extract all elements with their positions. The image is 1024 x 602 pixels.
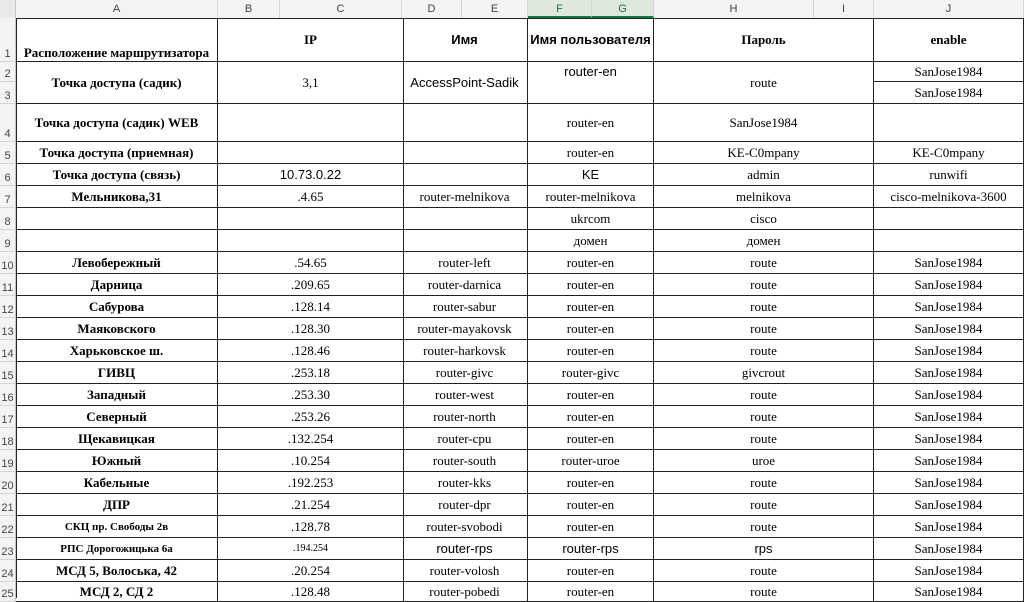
row-header[interactable]: 19 xyxy=(0,450,16,472)
cell-pass[interactable]: route xyxy=(654,296,874,318)
cell-name[interactable]: router-svobodi xyxy=(402,516,528,538)
cell-user[interactable]: router-en xyxy=(528,560,654,582)
column-header-i[interactable]: I xyxy=(814,0,874,18)
table-row xyxy=(16,18,1024,62)
cell-user[interactable]: router-en xyxy=(528,142,654,164)
cell-loc[interactable]: Харьковское ш. xyxy=(16,340,218,362)
cell-loc[interactable]: Северный xyxy=(16,406,218,428)
cell-pass[interactable]: route xyxy=(654,406,874,428)
cell-loc[interactable]: Западный xyxy=(16,384,218,406)
cell-loc[interactable]: Точка доступа (садик) WEB xyxy=(16,104,218,142)
row-header[interactable]: 25 xyxy=(0,582,16,602)
cell-pass[interactable]: route xyxy=(654,582,874,602)
cell-user[interactable]: router-rps xyxy=(528,538,654,560)
cell-user[interactable]: router-en xyxy=(528,296,654,318)
cell-loc[interactable]: Сабурова xyxy=(16,296,218,318)
cell-user[interactable]: router-en xyxy=(528,582,654,602)
cell-loc[interactable]: ДПР xyxy=(16,494,218,516)
cell-ip[interactable]: .192.253 xyxy=(218,472,404,494)
cell-name[interactable] xyxy=(402,230,528,252)
cell-user[interactable]: router-givc xyxy=(528,362,654,384)
row-header[interactable]: 16 xyxy=(0,384,16,406)
cell-ip[interactable] xyxy=(218,208,404,230)
cell-name[interactable]: router-rps xyxy=(402,538,528,560)
cell-pass[interactable]: route xyxy=(654,340,874,362)
row-header[interactable]: 23 xyxy=(0,538,16,560)
table-row xyxy=(16,104,1024,142)
cell-name[interactable]: router-darnica xyxy=(402,274,528,296)
cell-name[interactable] xyxy=(402,104,528,142)
cell-enable[interactable]: SanJose1984 xyxy=(874,384,1024,406)
cell-loc[interactable]: Точка доступа (садик) xyxy=(16,62,218,104)
table-row xyxy=(16,274,1024,296)
table-row xyxy=(16,142,1024,164)
cell-enable[interactable]: SanJose1984 xyxy=(874,494,1024,516)
cell-name[interactable]: AccessPoint-Sadik xyxy=(402,62,528,104)
table-row xyxy=(16,516,1024,538)
table-row xyxy=(16,384,1024,406)
cell-loc[interactable]: Точка доступа (связь) xyxy=(16,164,218,186)
cell-enable[interactable]: SanJose1984 xyxy=(874,82,1024,104)
table-row xyxy=(16,538,1024,560)
row-header[interactable]: 5 xyxy=(0,142,16,164)
cell-pass[interactable]: route xyxy=(654,318,874,340)
cell-user[interactable]: KE xyxy=(528,164,654,186)
cell-enable[interactable] xyxy=(874,208,1024,230)
cell-ip[interactable]: .194.254 xyxy=(218,538,404,560)
cell-ip[interactable]: .128.48 xyxy=(218,582,404,602)
row-header[interactable]: 18 xyxy=(0,428,16,450)
cell-name[interactable]: router-kks xyxy=(402,472,528,494)
cell-user[interactable]: Имя пользователя xyxy=(528,18,654,62)
cell-pass[interactable]: route xyxy=(654,428,874,450)
cell-enable[interactable] xyxy=(874,104,1024,142)
cell-loc[interactable]: Точка доступа (приемная) xyxy=(16,142,218,164)
cell-pass[interactable]: melnikova xyxy=(654,186,874,208)
cell-ip[interactable]: .128.14 xyxy=(218,296,404,318)
table-row xyxy=(16,450,1024,472)
cell-loc[interactable]: Щекавицкая xyxy=(16,428,218,450)
cell-loc[interactable]: СКЦ пр. Свободы 2в xyxy=(16,516,218,538)
row-header[interactable]: 14 xyxy=(0,340,16,362)
cell-ip[interactable] xyxy=(218,104,404,142)
cell-user[interactable]: router-en xyxy=(528,340,654,362)
cell-pass[interactable]: route xyxy=(654,494,874,516)
cell-user[interactable]: router-melnikova xyxy=(528,186,654,208)
table-row xyxy=(16,230,1024,252)
cell-user[interactable]: router-en xyxy=(528,104,654,142)
cell-pass[interactable]: route xyxy=(654,472,874,494)
cell-ip[interactable]: .253.30 xyxy=(218,384,404,406)
cell-name[interactable]: router-givc xyxy=(402,362,528,384)
row-header[interactable]: 13 xyxy=(0,318,16,340)
cell-user[interactable]: ukrcom xyxy=(528,208,654,230)
column-header-j[interactable]: J xyxy=(874,0,1024,18)
table-row xyxy=(16,362,1024,384)
cell-enable[interactable]: SanJose1984 xyxy=(874,472,1024,494)
cell-user[interactable]: router-en xyxy=(528,274,654,296)
column-header-b[interactable]: B xyxy=(218,0,280,18)
cell-pass[interactable]: Пароль xyxy=(654,18,874,62)
cell-enable[interactable]: SanJose1984 xyxy=(874,450,1024,472)
cell-loc[interactable]: Расположение маршрутизатора xyxy=(16,18,218,62)
cell-pass[interactable]: route xyxy=(654,384,874,406)
cell-name[interactable]: router-west xyxy=(402,384,528,406)
row-header[interactable]: 20 xyxy=(0,472,16,494)
cell-user[interactable]: router-en xyxy=(528,428,654,450)
cell-pass[interactable]: uroe xyxy=(654,450,874,472)
cell-loc[interactable]: Кабельные xyxy=(16,472,218,494)
cell-pass[interactable]: SanJose1984 xyxy=(654,104,874,142)
cell-name[interactable]: router-south xyxy=(402,450,528,472)
cell-ip[interactable]: 10.73.0.22 xyxy=(218,164,404,186)
table-row xyxy=(16,164,1024,186)
cell-pass[interactable]: route xyxy=(654,560,874,582)
column-header-f[interactable]: F xyxy=(528,0,592,18)
cell-name[interactable]: router-north xyxy=(402,406,528,428)
cell-enable[interactable]: SanJose1984 xyxy=(874,406,1024,428)
cell-user[interactable]: router-en xyxy=(528,472,654,494)
grid-border-top xyxy=(16,18,1024,19)
cell-enable[interactable]: SanJose1984 xyxy=(874,62,1024,82)
cell-loc[interactable]: Левобережный xyxy=(16,252,218,274)
row-header[interactable]: 10 xyxy=(0,252,16,274)
cell-pass[interactable]: rps xyxy=(654,538,874,560)
cell-user[interactable]: router-en xyxy=(528,318,654,340)
cell-enable[interactable]: cisco-melnikova-3600 xyxy=(874,186,1024,208)
cell-enable[interactable]: SanJose1984 xyxy=(874,340,1024,362)
cell-pass[interactable]: givcrout xyxy=(654,362,874,384)
cell-pass[interactable]: admin xyxy=(654,164,874,186)
cell-user[interactable]: router-en xyxy=(528,384,654,406)
cell-user[interactable]: router-en xyxy=(528,406,654,428)
grid-border-left xyxy=(16,18,17,598)
cell-pass[interactable]: route xyxy=(654,516,874,538)
select-all-corner[interactable] xyxy=(0,0,16,18)
cell-ip[interactable]: .21.254 xyxy=(218,494,404,516)
table-row xyxy=(16,252,1024,274)
cell-name[interactable] xyxy=(402,164,528,186)
cell-ip[interactable]: IP xyxy=(218,18,404,62)
table-row xyxy=(16,318,1024,340)
cell-loc[interactable]: Дарница xyxy=(16,274,218,296)
column-header-d[interactable]: D xyxy=(402,0,462,18)
row-header[interactable]: 4 xyxy=(0,104,16,142)
cell-ip[interactable]: 3,1 xyxy=(218,62,404,104)
column-header-a[interactable]: A xyxy=(16,0,218,18)
cell-user[interactable]: router-en xyxy=(528,62,654,104)
cell-enable[interactable]: SanJose1984 xyxy=(874,582,1024,602)
cell-pass[interactable]: KE-C0mpany xyxy=(654,142,874,164)
table-row xyxy=(16,494,1024,516)
table-row xyxy=(16,296,1024,318)
cell-pass[interactable]: route xyxy=(654,274,874,296)
cell-name[interactable]: router-left xyxy=(402,252,528,274)
cell-ip[interactable]: .209.65 xyxy=(218,274,404,296)
cell-ip[interactable]: .20.254 xyxy=(218,560,404,582)
cell-loc[interactable]: МСД 5, Волоська, 42 xyxy=(16,560,218,582)
cell-enable[interactable]: runwifi xyxy=(874,164,1024,186)
cell-ip[interactable]: .128.78 xyxy=(218,516,404,538)
cell-enable[interactable]: SanJose1984 xyxy=(874,538,1024,560)
row-header[interactable]: 8 xyxy=(0,208,16,230)
row-header[interactable]: 24 xyxy=(0,560,16,582)
cell-name[interactable]: router-volosh xyxy=(402,560,528,582)
cell-name[interactable]: router-sabur xyxy=(402,296,528,318)
cell-enable[interactable]: SanJose1984 xyxy=(874,318,1024,340)
cell-ip[interactable]: .4.65 xyxy=(218,186,404,208)
cell-loc[interactable]: РПС Дорогожицька 6а xyxy=(16,538,218,560)
column-header-row xyxy=(0,0,1024,19)
cell-ip[interactable] xyxy=(218,230,404,252)
cell-enable[interactable]: SanJose1984 xyxy=(874,252,1024,274)
cell-ip[interactable]: .128.30 xyxy=(218,318,404,340)
table-row xyxy=(16,208,1024,230)
cell-loc[interactable] xyxy=(16,208,218,230)
cell-ip[interactable]: .128.46 xyxy=(218,340,404,362)
row-header[interactable]: 21 xyxy=(0,494,16,516)
cell-name[interactable]: router-dpr xyxy=(402,494,528,516)
cell-enable[interactable]: KE-C0mpany xyxy=(874,142,1024,164)
column-header-c[interactable]: C xyxy=(280,0,402,18)
cell-loc[interactable]: ГИВЦ xyxy=(16,362,218,384)
table-row xyxy=(16,428,1024,450)
cell-name[interactable]: router-pobedi xyxy=(402,582,528,602)
row-header[interactable]: 22 xyxy=(0,516,16,538)
table-row xyxy=(16,82,1024,104)
cell-user[interactable]: router-en xyxy=(528,494,654,516)
row-header[interactable]: 7 xyxy=(0,186,16,208)
row-header[interactable]: 3 xyxy=(0,82,16,104)
cell-loc[interactable]: Маяковского xyxy=(16,318,218,340)
cell-ip[interactable]: .10.254 xyxy=(218,450,404,472)
cell-enable[interactable]: SanJose1984 xyxy=(874,274,1024,296)
column-header-h[interactable]: H xyxy=(654,0,814,18)
table-row xyxy=(16,186,1024,208)
cell-ip[interactable]: .253.18 xyxy=(218,362,404,384)
table-row xyxy=(16,560,1024,582)
cell-loc[interactable]: Мельникова,31 xyxy=(16,186,218,208)
cell-enable[interactable]: SanJose1984 xyxy=(874,428,1024,450)
cell-user[interactable]: router-uroe xyxy=(528,450,654,472)
row-header[interactable]: 6 xyxy=(0,164,16,186)
row-header[interactable]: 17 xyxy=(0,406,16,428)
row-header[interactable]: 2 xyxy=(0,62,16,82)
cell-name[interactable]: router-harkovsk xyxy=(402,340,528,362)
cell-name[interactable]: Имя xyxy=(402,18,528,62)
cell-ip[interactable]: .253.26 xyxy=(218,406,404,428)
table-row xyxy=(16,406,1024,428)
row-header[interactable]: 15 xyxy=(0,362,16,384)
cell-name[interactable]: router-mayakovsk xyxy=(402,318,528,340)
cell-ip[interactable] xyxy=(218,142,404,164)
cell-pass[interactable]: домен xyxy=(654,230,874,252)
cell-enable[interactable]: enable xyxy=(874,18,1024,62)
table-row xyxy=(16,582,1024,602)
column-header-g[interactable]: G xyxy=(592,0,654,18)
cell-name[interactable] xyxy=(402,142,528,164)
cell-loc[interactable] xyxy=(16,230,218,252)
cell-enable[interactable]: SanJose1984 xyxy=(874,516,1024,538)
cell-user[interactable]: router-en xyxy=(528,252,654,274)
cell-enable[interactable] xyxy=(874,230,1024,252)
cell-pass[interactable]: route xyxy=(654,62,874,104)
cell-name[interactable]: router-cpu xyxy=(402,428,528,450)
cell-loc[interactable]: МСД 2, СД 2 xyxy=(16,582,218,602)
cell-enable[interactable]: SanJose1984 xyxy=(874,296,1024,318)
cell-enable[interactable]: SanJose1984 xyxy=(874,362,1024,384)
cell-pass[interactable]: route xyxy=(654,252,874,274)
row-header[interactable]: 9 xyxy=(0,230,16,252)
table-row xyxy=(16,62,1024,90)
cell-enable[interactable]: SanJose1984 xyxy=(874,560,1024,582)
cell-name[interactable]: router-melnikova xyxy=(402,186,528,208)
cell-ip[interactable]: .132.254 xyxy=(218,428,404,450)
cell-user[interactable]: router-en xyxy=(528,516,654,538)
table-row xyxy=(16,472,1024,494)
cell-pass[interactable]: cisco xyxy=(654,208,874,230)
cell-ip[interactable]: .54.65 xyxy=(218,252,404,274)
row-header[interactable]: 11 xyxy=(0,274,16,296)
cell-name[interactable] xyxy=(402,208,528,230)
row-header[interactable]: 1 xyxy=(0,18,16,62)
cell-loc[interactable]: Южный xyxy=(16,450,218,472)
cell-user[interactable]: домен xyxy=(528,230,654,252)
table-row xyxy=(16,340,1024,362)
row-header[interactable]: 12 xyxy=(0,296,16,318)
column-header-e[interactable]: E xyxy=(462,0,528,18)
